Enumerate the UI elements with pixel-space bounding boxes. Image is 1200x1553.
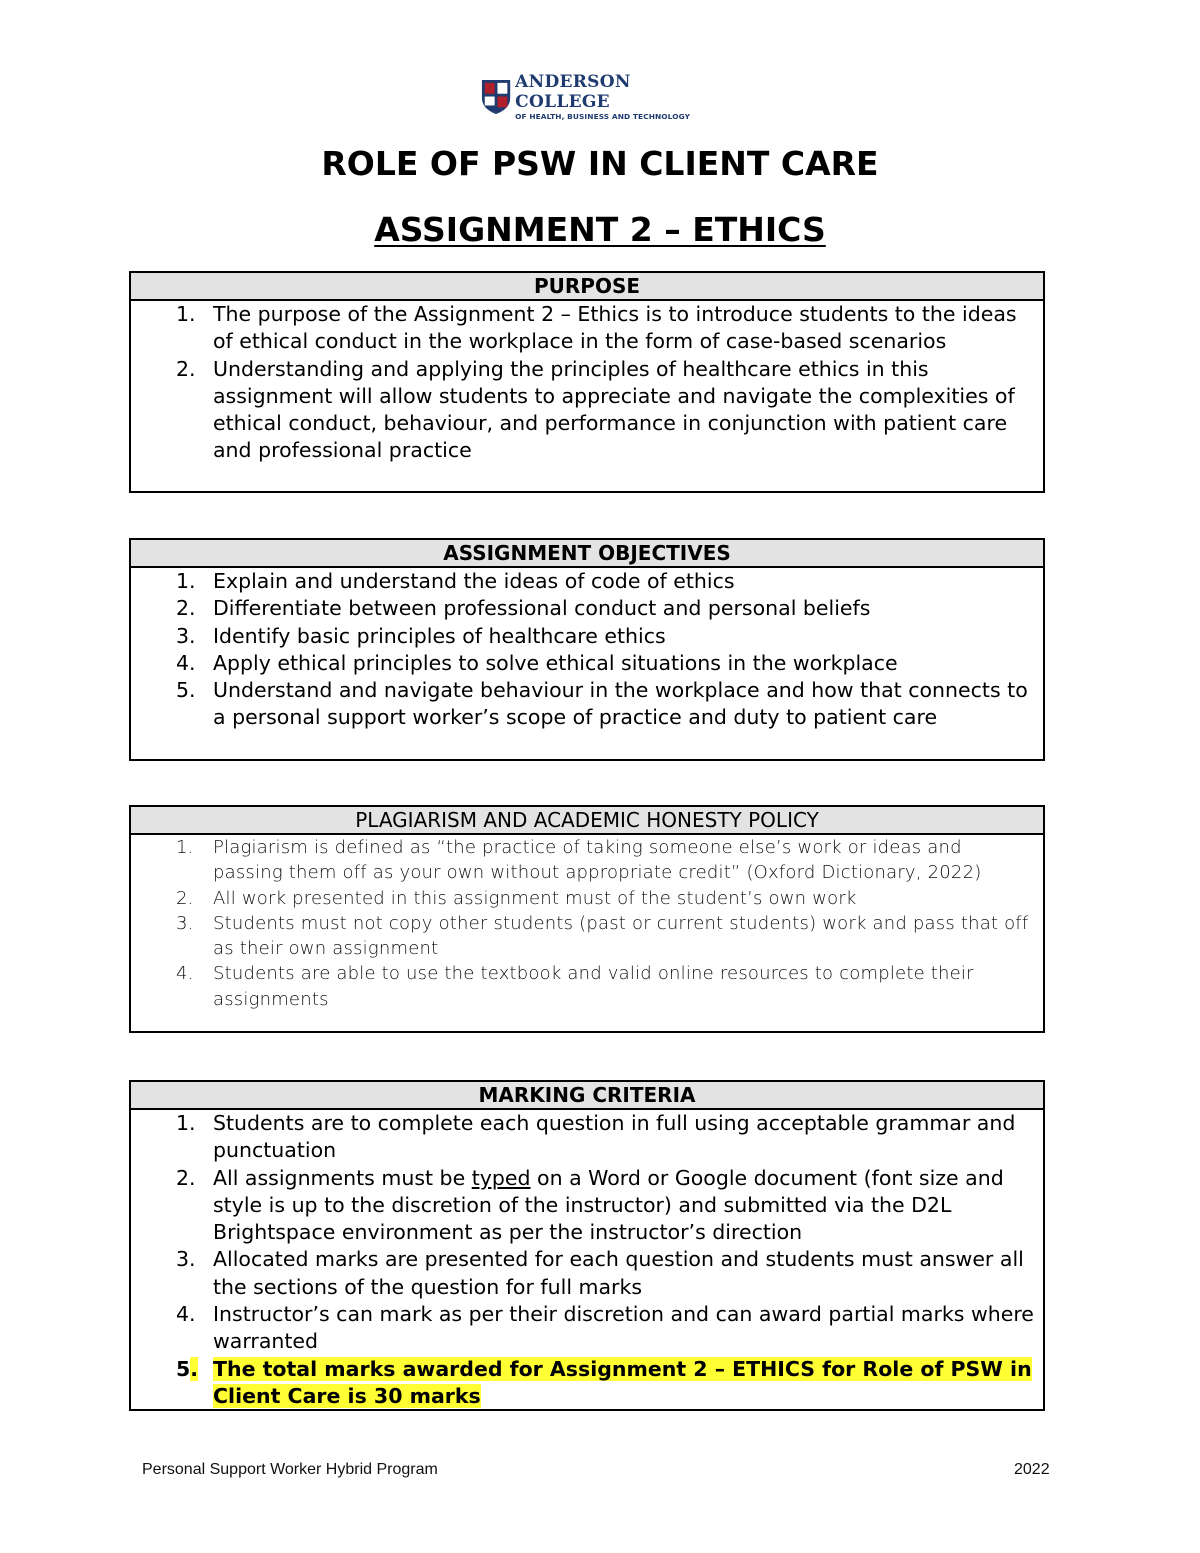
objectives-heading: ASSIGNMENT OBJECTIVES (131, 540, 1043, 568)
plagiarism-section (129, 805, 1045, 1033)
list-item: 1. Plagiarism is defined as “the practice of taking someone else’s work or ideas and passing them off as your own without appropriate credit” (Oxford Dictionary, 2022) (176, 837, 982, 884)
plagiarism-heading: PLAGIARISM AND ACADEMIC HONESTY POLICY (131, 807, 1043, 835)
typed-underlined: typed (471, 1165, 531, 1190)
list-item: 2. Understanding and applying the principles of healthcare ethics in this assignment will allow students to appreciate and navigate the complexities of ethical conduct, behaviour, and performance in conjunction with patient care and professional practice (176, 356, 1015, 463)
assignment-title: ASSIGNMENT 2 – ETHICS (374, 210, 826, 249)
list-item: 2. Differentiate between professional conduct and personal beliefs (176, 596, 871, 621)
college-subtitle: OF HEALTH, BUSINESS AND TECHNOLOGY (515, 112, 691, 121)
footer-year: 2022 (1014, 1461, 1050, 1478)
list-item: 2. All assignments must be typed on a Word or Google document (font size and style is up to the discretion of the instructor) and submitted via the D2L Brightspace environment as per the instructor’s direction (176, 1165, 1004, 1245)
list-item: 2. All work presented in this assignment must of the student’s own work (176, 887, 857, 909)
marking-section (129, 1080, 1045, 1411)
list-item: 5. Understand and navigate behaviour in the workplace and how that connects to a personal support worker’s scope of practice and duty to patient care (176, 678, 1028, 730)
total-marks-item: 5. The total marks awarded for Assignment 2 – ETHICS for Role of PSW in Client Care is 30 marks (176, 1356, 1032, 1408)
list-item: 4. Students are able to use the textbook and valid online resources to complete their assignments (176, 963, 974, 1010)
list-item: 1. Explain and understand the ideas of code of ethics (176, 569, 735, 593)
marking-heading: MARKING CRITERIA (131, 1082, 1043, 1110)
footer-program: Personal Support Worker Hybrid Program (142, 1461, 438, 1478)
list-item: 3. Allocated marks are presented for each question and students must answer all the sections of the question for full marks (176, 1247, 1024, 1299)
list-item: 4. Instructor’s can mark as per their discretion and can award partial marks where warranted (176, 1302, 1034, 1354)
objectives-section (129, 538, 1045, 761)
list-item: 1. Students are to complete each question in full using acceptable grammar and punctuation (176, 1111, 1016, 1163)
total-marks-highlight: The total marks awarded for Assignment 2 – ETHICS for Role of PSW in Client Care is 30 marks (213, 1356, 1032, 1408)
purpose-section (129, 271, 1045, 493)
college-logo (481, 72, 719, 121)
purpose-heading: PURPOSE (131, 273, 1043, 301)
list-item: 4. Apply ethical principles to solve ethical situations in the workplace (176, 650, 898, 675)
document-title: ROLE OF PSW IN CLIENT CARE (321, 144, 879, 183)
college-shield-icon (481, 78, 511, 116)
list-item: 3. Students must not copy other students (past or current students) work and pass that off as their own assignment (176, 912, 1029, 960)
college-name: ANDERSON COLLEGE (515, 72, 631, 112)
list-item: 1. The purpose of the Assignment 2 – Ethics is to introduce students to the ideas of ethical conduct in the workplace in the form of case-based scenarios (176, 302, 1017, 354)
list-item: 3. Identify basic principles of healthcare ethics (176, 623, 666, 648)
